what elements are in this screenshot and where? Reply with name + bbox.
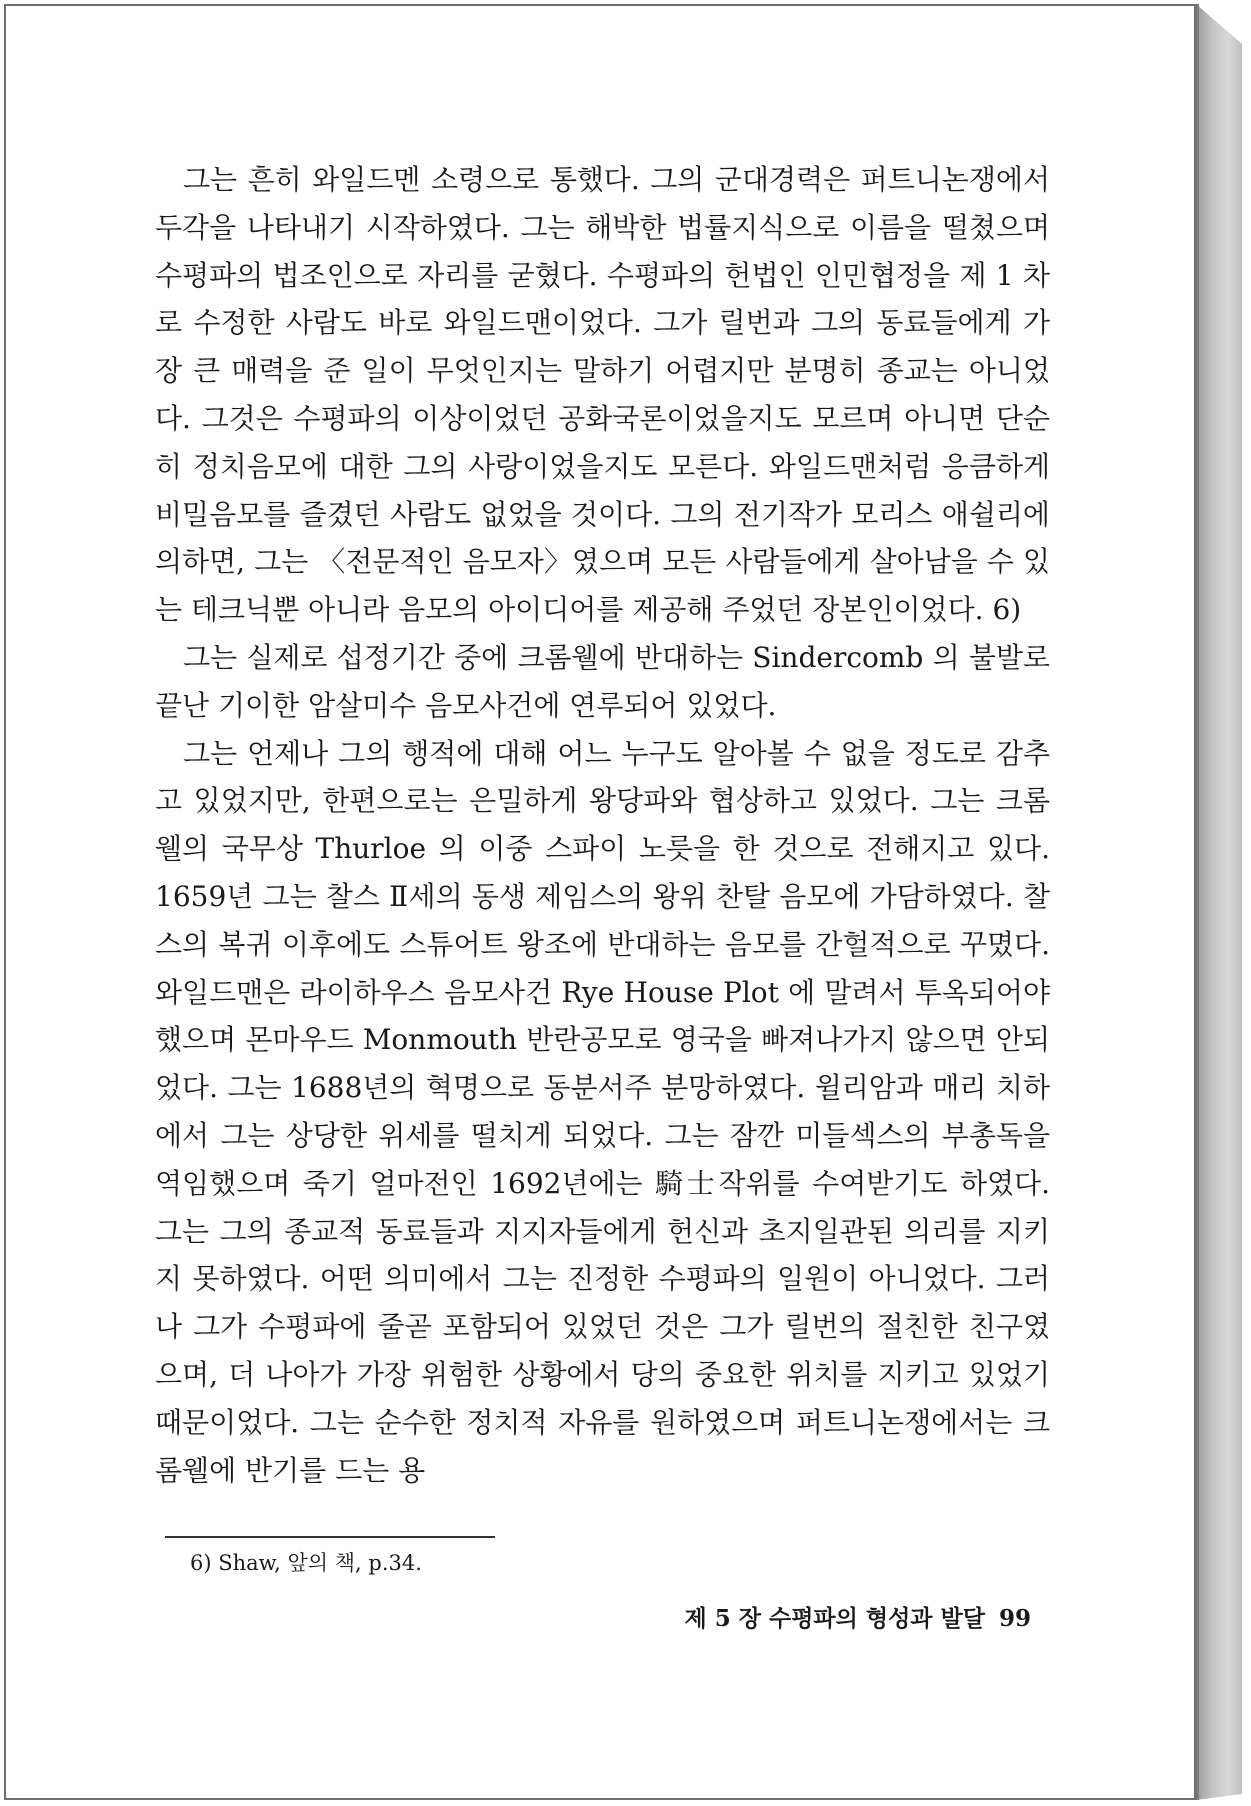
chapter-title: 제 5 장 수평파의 형성과 발달 [684,1605,985,1632]
page-number: 99 [998,1605,1031,1632]
running-footer [685,1600,1031,1633]
paragraph-1: 그는 흔히 와일드멘 소령으로 통했다. 그의 군대경력은 퍼트니논쟁에서 두각을 나타내기 시작하였다. 그는 해박한 법률지식으로 이름을 떨쳤으며 수평파의 법조인으로 자리를 굳혔다. 수평파의 헌법인 인민협정을 제 1 차로 수정한 사람도 바로 와일드맨이었다. 그가 릴번과 그의 동료들에게 가장 큰 매력을 준 일이 무엇인지는 말하기 어렵지만 분명히 종교는 아니었다. 그것은 수평파의 이상이었던 공화국론이었을지도 모르며 아니면 단순히 정치음모에 대한 그의 사랑이었을지도 모른다. 와일드맨처럼 응큼하게 비밀음모를 즐겼던 사람도 없었을 것이다. 그의 전기작가 모리스 애쉴리에 의하면, 그는 〈전문적인 음모자〉였으며 모든 사람들에게 살아남을 수 있는 테크닉뿐 아니라 음모의 아이디어를 제공해 주었던 장본인이었다. 6) [155,163,1050,627]
footnote: 6) Shaw, 앞의 책, p.34. [190,1551,422,1575]
paragraph-3: 그는 언제나 그의 행적에 대해 어느 누구도 알아볼 수 없을 정도로 감추고 있었지만, 한편으로는 은밀하게 왕당파와 협상하고 있었다. 그는 크롬웰의 국무상 Thurloe 의 이중 스파이 노릇을 한 것으로 전해지고 있다. 1659년 그는 찰스 Ⅱ세의 동생 제임스의 왕위 찬탈 음모에 가담하였다. 찰스의 복귀 이후에도 스튜어트 왕조에 반대하는 음모를 간헐적으로 꾸몄다. 와일드맨은 라이하우스 음모사건 Rye House Plot 에 말려서 투옥되어야 했으며 몬마우드 Monmouth 반란공모로 영국을 빠져나가지 않으면 안되었다. 그는 1688년의 혁명으로 동분서주 분망하였다. 윌리암과 매리 치하에서 그는 상당한 위세를 떨치게 되었다. 그는 잠깐 미들섹스의 부총독을 역임했으며 죽기 얼마전인 1692년에는 騎士작위를 수여받기도 하였다. 그는 그의 종교적 동료들과 지지자들에게 헌신과 초지일관된 의리를 지키지 못하였다. 어떤 의미에서 그는 진정한 수평파의 일원이 아니었다. 그러나 그가 수평파에 줄곧 포함되어 있었던 것은 그가 릴번의 절친한 친구였으며, 더 나아가 가장 위험한 상황에서 당의 중요한 위치를 지키고 있었기 때문이었다. 그는 순수한 정치적 자유를 원하였으며 퍼트니논쟁에서는 크롬웰에 반기를 드는 용 [155,736,1050,1487]
footnote-divider [165,1536,495,1538]
body-text [155,156,1050,1494]
page-edge-line [1196,4,1199,1800]
page-edge-shadow [1196,4,1242,1800]
paragraph-2: 그는 실제로 섭정기간 중에 크롬웰에 반대하는 Sindercomb 의 불발로 끝난 기이한 암살미수 음모사건에 연루되어 있었다. [155,640,1050,722]
